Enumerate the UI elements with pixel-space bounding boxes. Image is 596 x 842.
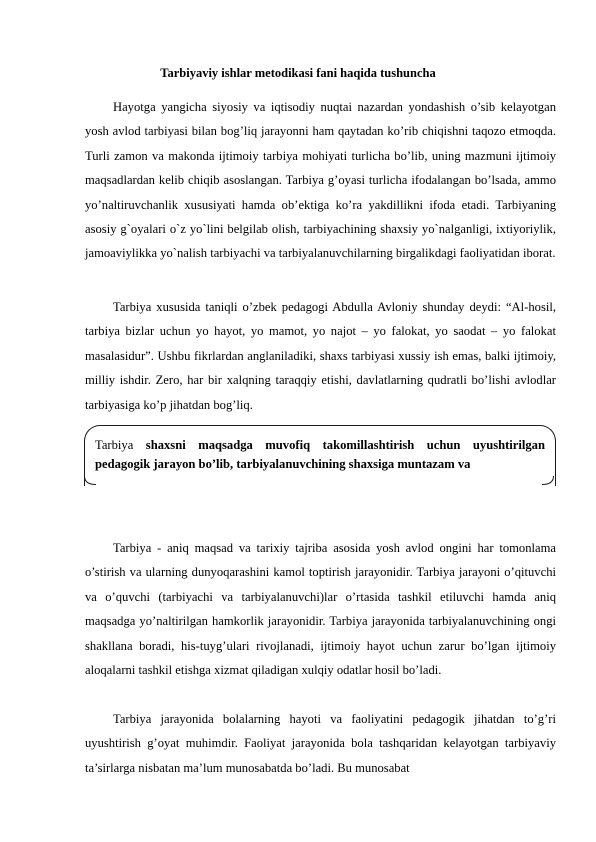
paragraph-activity: Tarbiya jarayonida bolalarning hayoti va faoliyatini pedagogik jihatdan to’g’ri uyushtirish g’oyat muhimdir. Faoliyat jarayonida bola tashqaridan kelayotgan tarbiyaviy ta’sirlarga nisbatan ma’lum munosabatda bo’ladi. Bu munosabat xyxy=(85,712,556,775)
paragraph-avloniy-quote: Tarbiya xususida taniqli o’zbek pedagogi Abdulla Avloniy shunday deydi: “Al-hosil, tarbiya bizlar uchun yo hayot, yo mamot, yo najot – yo falokat, yo saodat – yo falokat masalasidur”. Ushbu fikrlardan anglaniladiki, shaxs tarbiyasi xussiy ish emas, balki ijtimoiy, milliy ishdir. Zero, har bir xalqning taraqqiy etishi, davlatlarning qudratli bo’lishi avlodlar tarbiyasiga ko’p jihatdan bog’liq. xyxy=(85,300,556,412)
callout-text xyxy=(85,426,555,474)
callout-bottom-edge xyxy=(84,476,554,490)
callout-definition: shaxsni maqsadga muvofiq takomillashtirish uchun uyushtirilgan pedagogik jarayon bo’lib, tarbiyalanuvchining shaxsiga muntazam va xyxy=(95,438,545,471)
paragraph-definition: Tarbiya - aniq maqsad va tarixiy tajriba asosida yosh avlod ongini har tomonlama o’stirish va ularning dunyoqarashini kamol toptirish jarayonidir. Tarbiya jarayoni o’qituvchi va o’quvchi (tarbiyachi va tarbiyalanuvchi)lar o’rtasida tashkil etiluvchi hamda aniq maqsadga yo’naltirilgan hamkorlik jarayonidir. Tarbiya jarayonida tarbiyalanuvchining ongi shakllana boradi, his-tuyg’ulari rivojlanadi, ijtimoiy hayot uchun zarur bo’lgan ijtimoiy aloqalarni tashkil etishga xizmat qiladigan xulqiy odatlar hosil bo’ladi. xyxy=(85,541,556,678)
paragraph-intro: Hayotga yangicha siyosiy va iqtisodiy nuqtai nazardan yondashish o’sib kelayotgan yosh avlod tarbiyasi bilan bog’liq jarayonni ham qaytadan ko’rib chiqishni taqozo etmoqda. Turli zamon va makonda ijtimoiy tarbiya mohiyati turlicha bo’lib, uning mazmuni ijtimoiy maqsadlardan kelib chiqib asoslangan. Tarbiya g’oyasi turlicha ifodalangan bo’lsada, ammo yo’naltiruvchanlik xususiyati hamda ob’ektiga ko’ra yakdillikni ifoda etadi. Tarbiyaning asosiy g`oyalari o`z yo`lini belgilab olish, tarbiyachining shaxsiy yo`nalganligi, ixtiyoriylik, jamoaviylikka yo`nalish tarbiyachi va tarbiyalanuvchilarning birgalikdagi faoliyatidan iborat. xyxy=(85,100,556,261)
callout-lead: Tarbiya xyxy=(95,438,134,452)
document-title: Tarbiyaviy ishlar metodikasi fani haqida tushuncha xyxy=(160,66,436,80)
